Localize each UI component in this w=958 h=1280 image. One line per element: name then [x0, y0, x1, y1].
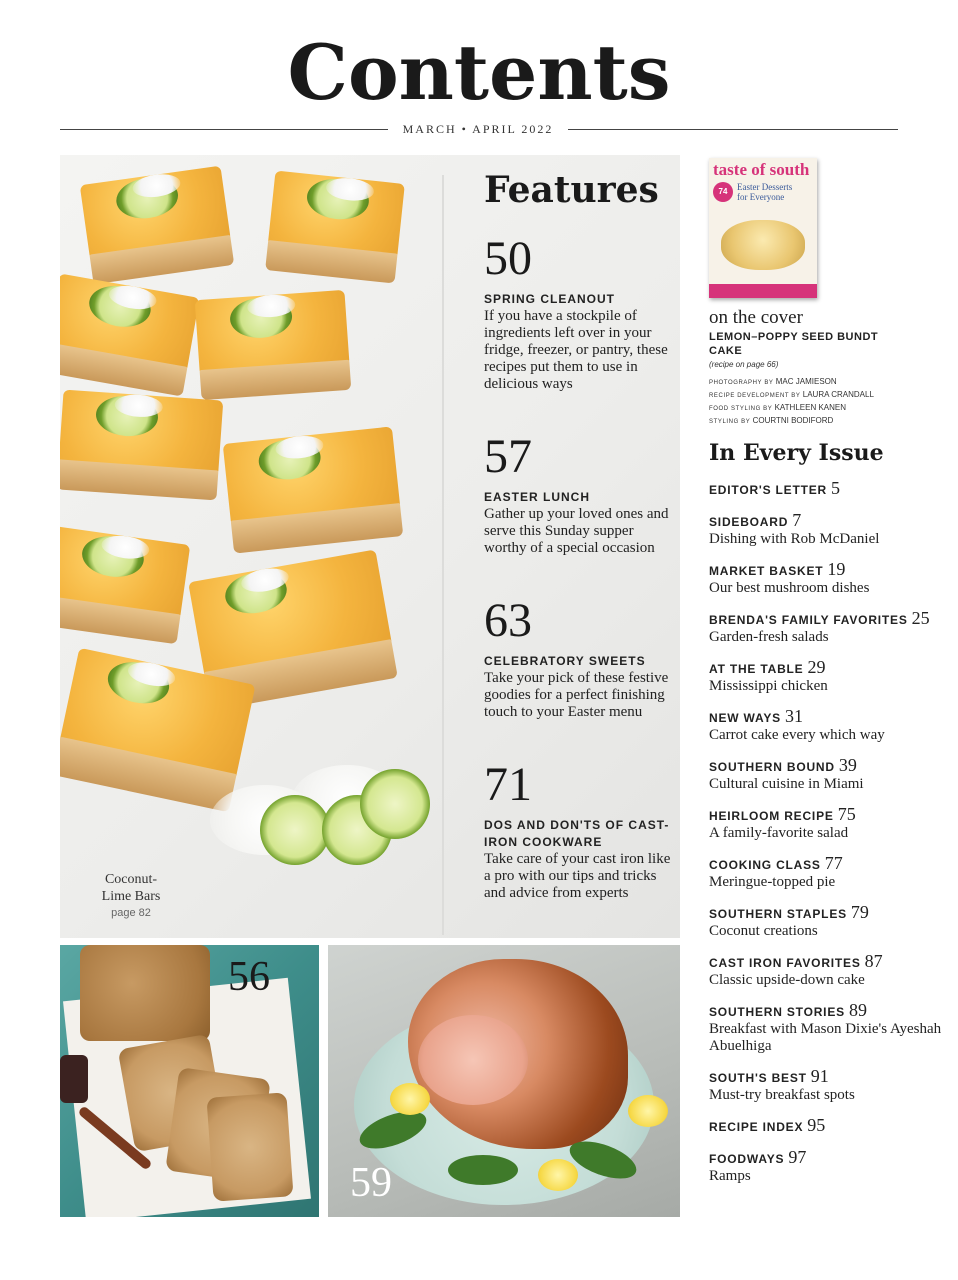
issue-item-page: 31 [784, 706, 803, 726]
caption-line: Lime Bars [101, 889, 161, 904]
lemon-wedge [628, 1095, 668, 1127]
feature-entry[interactable] [484, 430, 674, 557]
ham-slices [418, 1015, 528, 1105]
issue-item-description: Dishing with Rob McDaniel [709, 531, 880, 547]
feature-page-number: 71 [484, 758, 532, 811]
issue-item[interactable] [709, 559, 949, 597]
bread-photo[interactable] [60, 945, 319, 1217]
lime-bar [60, 526, 190, 645]
credit-line [709, 415, 874, 428]
feature-page-number: 57 [484, 430, 532, 483]
cover-recipe-note[interactable]: (recipe on page 66) [709, 360, 779, 369]
issue-item-name: MARKET BASKET [709, 564, 824, 578]
issue-item[interactable] [709, 478, 949, 499]
issue-item-description: Meringue-topped pie [709, 874, 836, 890]
feature-description: If you have a stockpile of ingredients left over in your fridge, freezer, or pantry, these recipes put them to use in delicious ways [484, 308, 668, 392]
issue-item-page: 77 [824, 853, 843, 873]
issue-item[interactable] [709, 902, 949, 940]
photo-page-number: 56 [228, 954, 270, 1000]
issue-item-description: Classic upside-down cake [709, 972, 865, 988]
cover-credits [709, 376, 874, 428]
feature-entry[interactable] [484, 232, 674, 393]
issue-item-page: 25 [911, 608, 930, 628]
on-the-cover-label: on the cover [709, 307, 803, 328]
issue-item-name: SOUTH'S BEST [709, 1071, 807, 1085]
feature-description: Gather up your loved ones and serve this Sunday supper worthy of a special occasion [484, 506, 669, 556]
credit-name: LAURA CRANDALL [802, 390, 874, 399]
lime-bar [60, 390, 223, 501]
credit-name: MAC JAMIESON [775, 377, 837, 386]
credit-role: STYLING BY [709, 419, 751, 425]
cover-badge: 74 [713, 182, 733, 202]
issue-item-page: 39 [838, 755, 857, 775]
issue-item-page: 19 [827, 559, 846, 579]
issue-item[interactable] [709, 510, 949, 548]
cover-recipe-title: LEMON–POPPY SEED BUNDT CAKE [709, 331, 879, 357]
issue-item-description: Carrot cake every which way [709, 727, 885, 743]
credit-name: COURTNI BODIFORD [752, 416, 834, 425]
issue-item[interactable] [709, 706, 949, 744]
issue-item[interactable] [709, 853, 949, 891]
cover-headline: Easter Desserts for Everyone [737, 182, 793, 202]
caption-line: Coconut- [104, 872, 158, 887]
features-hero-panel [60, 155, 680, 938]
photo-caption [84, 871, 178, 905]
issue-item-page: 7 [792, 510, 802, 530]
features-heading: Features [484, 169, 659, 211]
herb-garnish [448, 1155, 518, 1185]
jam-jar [60, 1055, 88, 1103]
in-every-issue-list [709, 478, 949, 1196]
issue-item-name: SOUTHERN STORIES [709, 1005, 845, 1019]
issue-item[interactable] [709, 1066, 949, 1104]
lime-bar [223, 426, 404, 553]
ham-photo[interactable] [328, 945, 680, 1217]
issue-item-page: 91 [810, 1066, 829, 1086]
issue-item-name: EDITOR'S LETTER [709, 483, 827, 497]
issue-item-name: NEW WAYS [709, 711, 781, 725]
credit-role: FOOD STYLING BY [709, 406, 773, 412]
issue-item-description: Ramps [709, 1168, 751, 1184]
issue-item-name: COOKING CLASS [709, 858, 821, 872]
issue-item[interactable] [709, 951, 949, 989]
page-title: Contents [287, 28, 671, 117]
caption-page-ref[interactable]: page 82 [111, 907, 151, 919]
credit-role: RECIPE DEVELOPMENT BY [709, 393, 801, 399]
issue-item-page: 89 [848, 1000, 867, 1020]
issue-item-page: 95 [807, 1115, 826, 1135]
bread-slice [206, 1092, 293, 1201]
issue-item-description: Cultural cuisine in Miami [709, 776, 864, 792]
feature-page-number: 63 [484, 594, 532, 647]
issue-item-description: Our best mushroom dishes [709, 580, 870, 596]
issue-item[interactable] [709, 755, 949, 793]
lime-bar [195, 290, 352, 400]
feature-description: Take care of your cast iron like a pro with our tips and tricks and advice from experts [484, 851, 671, 901]
photo-page-number: 59 [350, 1160, 392, 1206]
feature-entry[interactable] [484, 594, 674, 721]
issue-item[interactable] [709, 1115, 949, 1136]
bundt-cake-image [721, 220, 805, 270]
issue-item-name: RECIPE INDEX [709, 1120, 804, 1134]
issue-item-description: Mississippi chicken [709, 678, 828, 694]
credit-name: KATHLEEN KANEN [774, 403, 847, 412]
issue-item-description: Garden-fresh salads [709, 629, 829, 645]
lime-bar [60, 273, 200, 396]
feature-description: Take your pick of these festive goodies for a perfect finishing touch to your Easter menu [484, 670, 669, 720]
credit-line [709, 402, 874, 415]
lime-bar [80, 166, 235, 285]
issue-item-name: HEIRLOOM RECIPE [709, 809, 834, 823]
issue-item-name: FOODWAYS [709, 1152, 785, 1166]
issue-item-page: 79 [850, 902, 869, 922]
feature-title: DOS AND DON'TS OF CAST-IRON COOKWARE [484, 818, 670, 849]
issue-item[interactable] [709, 608, 949, 646]
issue-item-page: 87 [864, 951, 883, 971]
issue-item-name: SOUTHERN BOUND [709, 760, 835, 774]
issue-item-name: SIDEBOARD [709, 515, 789, 529]
magazine-logo: taste of south [713, 160, 810, 179]
issue-item-page: 75 [837, 804, 856, 824]
credit-role: PHOTOGRAPHY BY [709, 380, 774, 386]
issue-item-description: Breakfast with Mason Dixie's Ayeshah Abuelhiga [709, 1021, 942, 1054]
feature-title: EASTER LUNCH [484, 490, 591, 504]
cover-thumbnail[interactable] [709, 158, 817, 298]
credit-line [709, 389, 874, 402]
header-rule-left [60, 129, 388, 130]
issue-item-page: 5 [830, 478, 840, 498]
in-every-issue-heading: In Every Issue [709, 440, 884, 466]
issue-item-name: CAST IRON FAVORITES [709, 956, 861, 970]
header-rule-right [568, 129, 898, 130]
issue-item-name: BRENDA'S FAMILY FAVORITES [709, 613, 908, 627]
issue-item[interactable] [709, 1000, 949, 1055]
bread-loaf [80, 945, 210, 1041]
issue-item[interactable] [709, 804, 949, 842]
feature-title: SPRING CLEANOUT [484, 292, 616, 306]
cover-footer-strip [709, 284, 817, 298]
table-groove [442, 175, 444, 935]
issue-item[interactable] [709, 1147, 949, 1185]
issue-item-name: SOUTHERN STAPLES [709, 907, 847, 921]
issue-item-page: 97 [788, 1147, 807, 1167]
lime-bar [265, 170, 405, 283]
lime-slice [260, 795, 330, 865]
issue-item-page: 29 [807, 657, 826, 677]
lime-slice [360, 769, 430, 839]
issue-item-description: Coconut creations [709, 923, 818, 939]
issue-item-description: Must-try breakfast spots [709, 1087, 855, 1103]
feature-entry[interactable] [484, 758, 674, 902]
lemon-wedge [390, 1083, 430, 1115]
feature-page-number: 50 [484, 232, 532, 285]
credit-line [709, 376, 874, 389]
feature-title: CELEBRATORY SWEETS [484, 654, 646, 668]
issue-item-description: A family-favorite salad [709, 825, 849, 841]
issue-item-name: AT THE TABLE [709, 662, 804, 676]
lemon-wedge [538, 1159, 578, 1191]
issue-item[interactable] [709, 657, 949, 695]
issue-date: MARCH • APRIL 2022 [402, 122, 554, 136]
